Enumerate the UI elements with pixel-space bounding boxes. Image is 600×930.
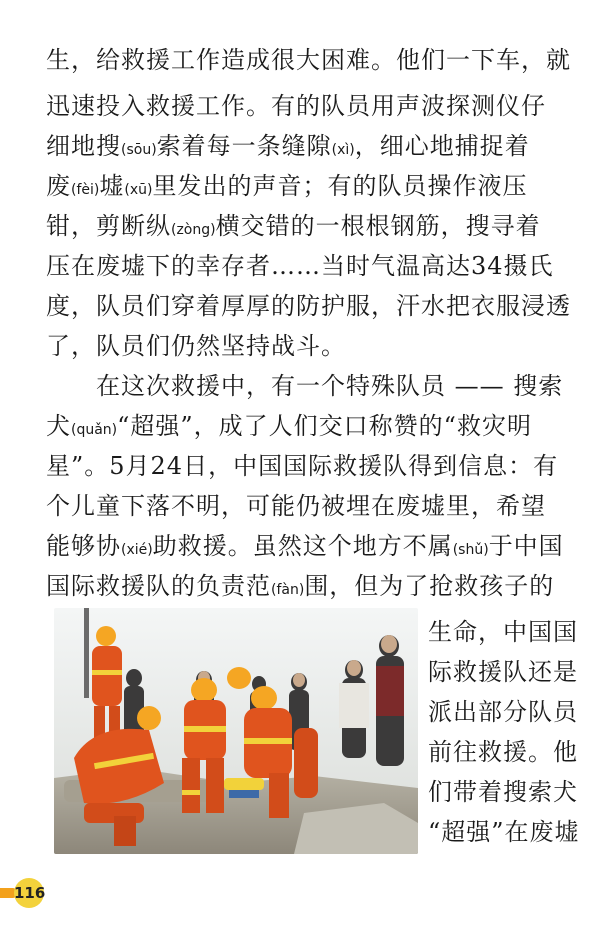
text-line-2: 迅速投入救援工作。有的队员用声波探测仪仔 bbox=[46, 92, 546, 120]
text-line-10: 犬(quǎn)“超强”，成了人们交口称赞的“救灾明 bbox=[46, 412, 532, 440]
side-line-6: “超强”在废墟 bbox=[428, 818, 580, 846]
text-line-7: 度，队员们穿着厚厚的防护服，汗水把衣服浸透 bbox=[46, 292, 571, 320]
side-line-5: 们带着搜索犬 bbox=[428, 778, 578, 806]
page-number: 116 bbox=[14, 878, 44, 908]
text-line-5: 钳，剪断纵(zòng)横交错的一根根钢筋，搜寻着 bbox=[46, 212, 541, 240]
text-line-11: 星”。5月24日，中国国际救援队得到信息：有 bbox=[46, 452, 559, 480]
text-line-12: 个儿童下落不明，可能仍被埋在废墟里，希望 bbox=[46, 492, 546, 520]
side-line-3: 派出部分队员 bbox=[428, 698, 578, 726]
side-line-1: 生命，中国国 bbox=[428, 618, 578, 646]
text-line-3: 细地搜(sōu)索着每一条缝隙(xì)，细心地捕捉着 bbox=[46, 132, 530, 160]
text-line-13: 能够协(xié)助救援。虽然这个地方不属(shǔ)于中国 bbox=[46, 532, 564, 560]
rescue-photo bbox=[54, 608, 418, 854]
text-line-6: 压在废墟下的幸存者……当时气温高达34摄氏 bbox=[46, 252, 554, 280]
text-line-1: 生，给救援工作造成很大困难。他们一下车，就 bbox=[46, 46, 571, 74]
text-line-4: 废(fèi)墟(xū)里发出的声音；有的队员操作液压 bbox=[46, 172, 528, 200]
text-line-9: 在这次救援中，有一个特殊队员 —— 搜索 bbox=[46, 372, 564, 400]
rescue-scene-image bbox=[54, 608, 418, 854]
text-line-8: 了，队员们仍然坚持战斗。 bbox=[46, 332, 346, 360]
text-line-14: 国际救援队的负责范(fàn)围，但为了抢救孩子的 bbox=[46, 572, 555, 600]
side-line-2: 际救援队还是 bbox=[428, 658, 578, 686]
side-line-4: 前往救援。他 bbox=[428, 738, 578, 766]
